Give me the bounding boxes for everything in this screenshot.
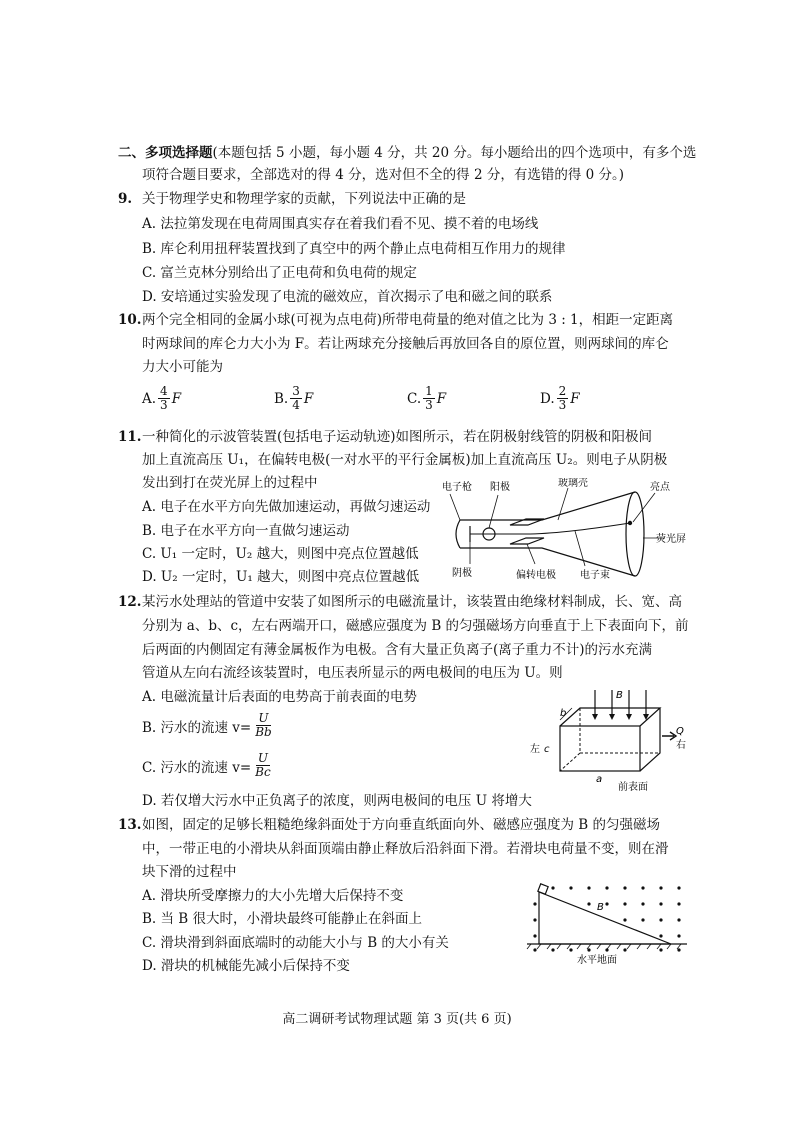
cathode-ray-tube-figure bbox=[440, 478, 695, 586]
field-arrowhead-1 bbox=[592, 714, 598, 720]
q13-stem-2: 中，一带正电的小滑块从斜面顶端由静止释放后沿斜面下滑。若滑块电荷量不变，则在滑 bbox=[142, 841, 669, 857]
option-text: B. 污水的流速 v= bbox=[142, 719, 252, 736]
section-intro-1: (本题包括 5 小题，每小题 4 分，共 20 分。每小题给出的四个选项中，有多个选 bbox=[212, 145, 697, 161]
label-c: c bbox=[544, 744, 550, 755]
variable: F bbox=[570, 390, 580, 407]
q13-option-b: B. 当 B 很大时，小滑块最终可能静止在斜面上 bbox=[142, 911, 423, 927]
numerator: U bbox=[258, 711, 269, 725]
box-hidden-edge-2 bbox=[560, 753, 580, 771]
leader-deflector bbox=[527, 544, 535, 564]
option-label: B. bbox=[274, 390, 289, 407]
section-heading: 二、多项选择题 bbox=[118, 145, 213, 161]
variable: F bbox=[171, 390, 182, 407]
variable: F bbox=[436, 390, 447, 407]
q10-stem-1: 两个完全相同的金属小球(可视为点电荷)所带电荷量的绝对值之比为 3 : 1，相距一定距离 bbox=[142, 312, 674, 328]
incline-figure bbox=[525, 880, 690, 966]
q9-option-c: C. 富兰克林分别给出了正电荷和负电荷的规定 bbox=[142, 265, 417, 281]
denominator: Bc bbox=[255, 765, 271, 779]
q11-stem-2: 加上直流高压 U₁，在偏转电极(一对水平的平行金属板)加上直流高压 U₂。则电子从阴极 bbox=[142, 452, 668, 468]
label-Q: Q bbox=[676, 726, 684, 737]
q11-number: 11. bbox=[118, 429, 142, 445]
fraction bbox=[253, 752, 273, 779]
section-intro-line-1 bbox=[118, 144, 696, 162]
option-text: C. 污水的流速 v= bbox=[142, 759, 252, 776]
label-ground: 水平地面 bbox=[577, 955, 617, 966]
bright-spot-dot bbox=[628, 521, 632, 525]
q10-stem-2: 时两球间的库仑力大小为 F。若让两球充分接触后再放回各自的原位置，则两球间的库仑 bbox=[142, 336, 669, 352]
q10-stem-3: 力大小可能为 bbox=[142, 359, 223, 375]
label-anode: 阳极 bbox=[490, 482, 510, 493]
q13-stem-1: 如图，固定的足够长粗糙绝缘斜面处于方向垂直纸面向外、磁感应强度为 B 的匀强磁场 bbox=[142, 817, 661, 833]
page-footer: 高二调研考试物理试题 第 3 页(共 6 页) bbox=[282, 1012, 512, 1027]
fraction bbox=[253, 712, 274, 739]
denominator: 3 bbox=[160, 398, 168, 412]
q11-option-c: C. U₁ 一定时，U₂ 越大，则图中亮点位置越低 bbox=[142, 546, 419, 562]
label-deflector: 偏转电极 bbox=[516, 570, 556, 581]
tube-back bbox=[456, 520, 460, 548]
label-B-field: B bbox=[597, 902, 604, 913]
numerator: 4 bbox=[160, 384, 168, 398]
q9-option-d: D. 安培通过实验发现了电流的磁效应，首次揭示了电和磁之间的联系 bbox=[142, 289, 553, 305]
q13-option-c: C. 滑块滑到斜面底端时的动能大小与 B 的大小有关 bbox=[142, 935, 449, 951]
q12-stem-1: 某污水处理站的管道中安装了如图所示的电磁流量计，该装置由绝缘材料制成，长、宽、高 bbox=[142, 594, 682, 610]
fraction bbox=[290, 385, 302, 412]
deflector-plate-bottom bbox=[510, 538, 544, 544]
q12-option-a: A. 电磁流量计后表面的电势高于前表面的电势 bbox=[142, 689, 417, 705]
q13-option-a: A. 滑块所受摩擦力的大小先增大后保持不变 bbox=[142, 888, 404, 904]
tube-upper-outline bbox=[460, 492, 635, 520]
q13-option-d: D. 滑块的机械能先减小后保持不变 bbox=[142, 958, 350, 974]
leader-spot bbox=[633, 493, 655, 522]
q9-number: 9. bbox=[118, 191, 133, 207]
numerator: 1 bbox=[425, 384, 433, 398]
q12-stem-4: 管道从左向右流经该装置时，电压表所显示的两电极间的电压为 U。则 bbox=[142, 665, 563, 681]
option-label: A. bbox=[142, 390, 157, 407]
label-beam: 电子束 bbox=[580, 570, 610, 581]
screen-outline bbox=[626, 492, 644, 576]
option-label: D. bbox=[540, 390, 555, 407]
label-left: 左 bbox=[530, 744, 540, 755]
q13-number: 13. bbox=[118, 817, 142, 833]
q10-option-d bbox=[540, 385, 580, 412]
q13-stem-3: 块下滑的过程中 bbox=[142, 864, 237, 880]
label-b: b bbox=[560, 708, 567, 719]
field-arrowhead-2 bbox=[609, 714, 615, 720]
leader-gun bbox=[450, 494, 460, 520]
label-front-face: 前表面 bbox=[618, 782, 648, 792]
q12-option-c bbox=[142, 752, 275, 779]
label-a: a bbox=[596, 774, 603, 785]
variable: F bbox=[303, 390, 314, 407]
label-cathode: 阴极 bbox=[452, 568, 472, 579]
label-bright-spot: 亮点 bbox=[650, 482, 670, 493]
flow-arrow bbox=[662, 732, 676, 740]
q12-option-d: D. 若仅增大污水中正负离子的浓度，则两电极间的电压 U 将增大 bbox=[142, 793, 532, 809]
q10-option-c bbox=[407, 385, 446, 412]
flow-meter-figure bbox=[530, 686, 690, 792]
label-screen: 荧光屏 bbox=[656, 534, 686, 545]
q12-stem-2: 分别为 a、b、c，左右两端开口，磁感应强度为 B 的匀强磁场方向垂直于上下表面向下，前 bbox=[142, 618, 689, 634]
fraction bbox=[158, 385, 170, 412]
leader-beam bbox=[575, 531, 585, 566]
q11-option-b: B. 电子在水平方向一直做匀速运动 bbox=[142, 523, 350, 539]
q9-option-a: A. 法拉第发现在电荷周围真实存在着我们看不见、摸不着的电场线 bbox=[142, 216, 539, 232]
label-B: B bbox=[616, 690, 623, 701]
q12-stem-3: 后两面的内侧固定有薄金属板作为电极。含有大量正负离子(离子重力不计)的污水充满 bbox=[142, 642, 653, 658]
fraction bbox=[557, 385, 569, 412]
q10-number: 10. bbox=[118, 312, 142, 328]
denominator: 3 bbox=[558, 398, 567, 412]
q12-option-b bbox=[142, 712, 276, 739]
q9-option-b: B. 库仑利用扭秤装置找到了真空中的两个静止点电荷相互作用力的规律 bbox=[142, 241, 566, 257]
q11-option-d: D. U₂ 一定时，U₁ 越大，则图中亮点位置越低 bbox=[142, 569, 420, 585]
q11-stem-3: 发出到打在荧光屏上的过程中 bbox=[142, 475, 318, 491]
label-electron-gun: 电子枪 bbox=[442, 482, 472, 493]
q9-stem: 关于物理学史和物理学家的贡献，下列说法中正确的是 bbox=[142, 191, 466, 207]
section-intro-2: 项符合题目要求，全部选对的得 4 分，选对但不全的得 2 分，有选错的得 0 分。) bbox=[142, 167, 625, 183]
electron-beam-path bbox=[470, 523, 630, 534]
leader-anode bbox=[489, 495, 498, 528]
denominator: 4 bbox=[292, 398, 300, 412]
field-arrowhead-3 bbox=[626, 714, 632, 720]
q10-option-a bbox=[142, 385, 181, 412]
q10-option-b bbox=[274, 385, 313, 412]
incline-triangle bbox=[539, 892, 671, 944]
label-glass-shell: 玻璃壳 bbox=[558, 478, 588, 489]
q11-stem-1: 一种简化的示波管装置(包括电子运动轨迹)如图所示，若在阴极射线管的阴极和阳极间 bbox=[142, 429, 653, 445]
q12-number: 12. bbox=[118, 594, 142, 610]
fraction bbox=[423, 385, 435, 412]
numerator: 2 bbox=[558, 384, 567, 398]
numerator: U bbox=[257, 751, 268, 765]
option-label: C. bbox=[407, 390, 422, 407]
numerator: 3 bbox=[292, 384, 300, 398]
q11-option-a: A. 电子在水平方向先做加速运动，再做匀速运动 bbox=[142, 499, 431, 515]
ground-hatch bbox=[527, 944, 681, 949]
denominator: 3 bbox=[425, 398, 433, 412]
label-right: 右 bbox=[676, 740, 686, 751]
denominator: Bb bbox=[255, 725, 272, 739]
box-front-face bbox=[560, 726, 640, 771]
leader-glass bbox=[558, 488, 568, 520]
